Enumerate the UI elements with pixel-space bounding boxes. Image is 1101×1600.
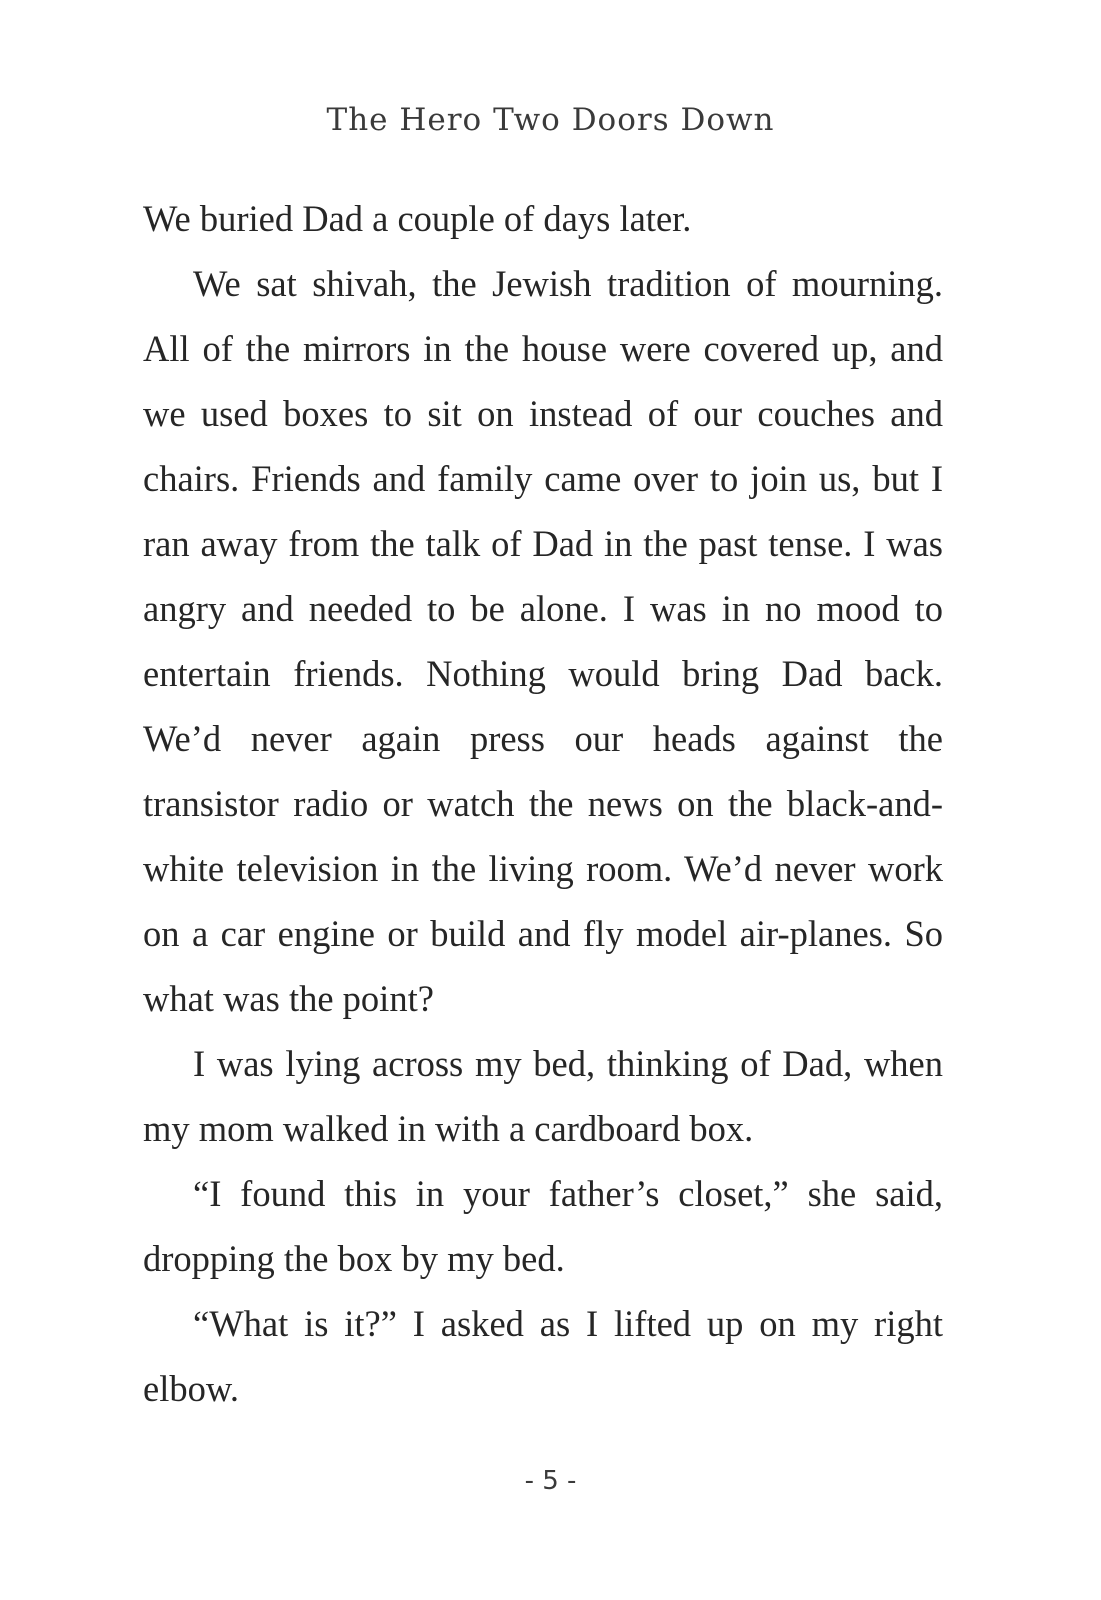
paragraph: “What is it?” I asked as I lifted up on my right elbow. (143, 1303, 943, 1409)
paragraph: We buried Dad a couple of days later. (143, 198, 692, 239)
page-number: - 5 - (524, 1466, 577, 1496)
paragraph: I was lying across my bed, thinking of Dad, when my mom walked in with a cardboard box. (143, 1043, 943, 1149)
paragraph: “I found this in your father’s closet,” she said, dropping the box by my bed. (143, 1173, 943, 1279)
body-text (143, 186, 943, 1421)
running-head-title: The Hero Two Doors Down (326, 102, 775, 138)
paragraph: We sat shivah, the Jewish tradition of mourning. All of the mirrors in the house were covered up, and we used boxes to sit on instead of our couches and chairs. Friends and family came over to join us, but I ran away from the talk of Dad in the past tense. I was angry and needed to be alone. I was in no mood to entertain friends. Nothing would bring Dad back. We’d never again press our heads against the transistor radio or watch the news on the black-and-white television in the living room. We’d never work on a car engine or build and fly model air-planes. So what was the point? (143, 263, 943, 1019)
